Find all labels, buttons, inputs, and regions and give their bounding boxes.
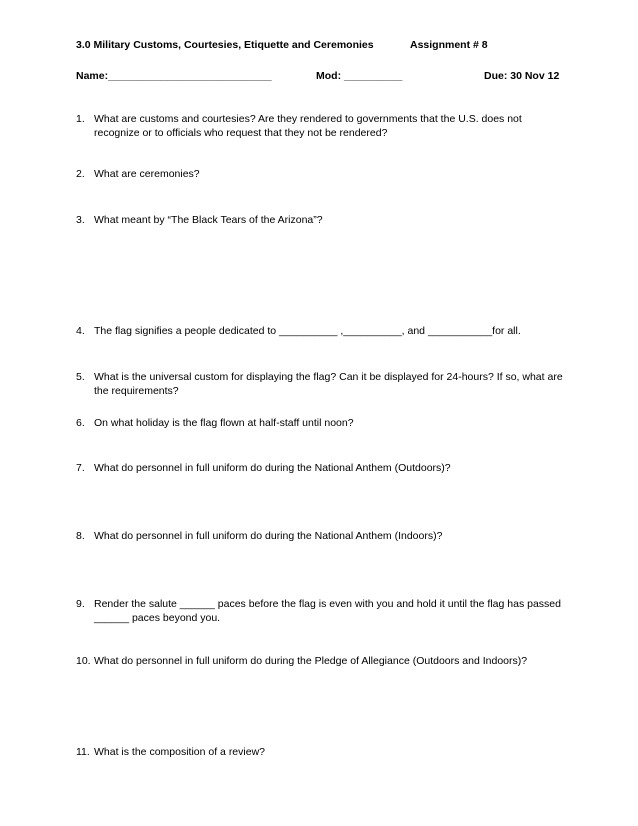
course-title: 3.0 Military Customs, Courtesies, Etiquette and Ceremonies	[76, 39, 374, 51]
assignment-number: Assignment # 8	[410, 39, 488, 51]
question-number: 1.	[76, 113, 85, 125]
question-text: What are ceremonies?	[94, 168, 200, 180]
question-text: What meant by “The Black Tears of the Arizona”?	[94, 214, 323, 226]
question-text: On what holiday is the flag flown at half-staff until noon?	[94, 417, 354, 429]
mod-blank: __________	[344, 70, 403, 82]
question-number: 4.	[76, 325, 85, 337]
question-text: Render the salute ______ paces before the flag is even with you and hold it until the flag has passed ______ paces beyond you.	[94, 598, 561, 624]
question-number: 5.	[76, 371, 85, 383]
question-text: What is the universal custom for displaying the flag? Can it be displayed for 24-hours? If so, what are the requirements?	[94, 371, 563, 397]
question-number: 10.	[76, 655, 91, 667]
question-number: 2.	[76, 168, 85, 180]
mod-label: Mod:	[316, 70, 342, 82]
question-number: 7.	[76, 462, 85, 474]
question-text: What are customs and courtesies? Are they rendered to governments that the U.S. does not recognize or to officials who request that they not be rendered?	[94, 113, 522, 139]
question-text: The flag signifies a people dedicated to __________ ,__________, and ___________for all.	[94, 325, 521, 337]
question-text: What do personnel in full uniform do during the Pledge of Allegiance (Outdoors and Indoors)?	[94, 655, 528, 667]
question-number: 11.	[76, 746, 90, 758]
name-label: Name:	[76, 70, 109, 82]
question-text: What do personnel in full uniform do during the National Anthem (Outdoors)?	[94, 462, 451, 474]
question-text: What do personnel in full uniform do during the National Anthem (Indoors)?	[94, 530, 443, 542]
question-number: 8.	[76, 530, 85, 542]
mod-field	[316, 70, 402, 82]
name-field	[76, 70, 272, 82]
question-text: What is the composition of a review?	[94, 746, 265, 758]
name-blank: ____________________________	[108, 70, 272, 82]
question-number: 6.	[76, 417, 85, 429]
question-number: 9.	[76, 598, 85, 610]
question-number: 3.	[76, 214, 85, 226]
due-date: Due: 30 Nov 12	[484, 70, 560, 82]
